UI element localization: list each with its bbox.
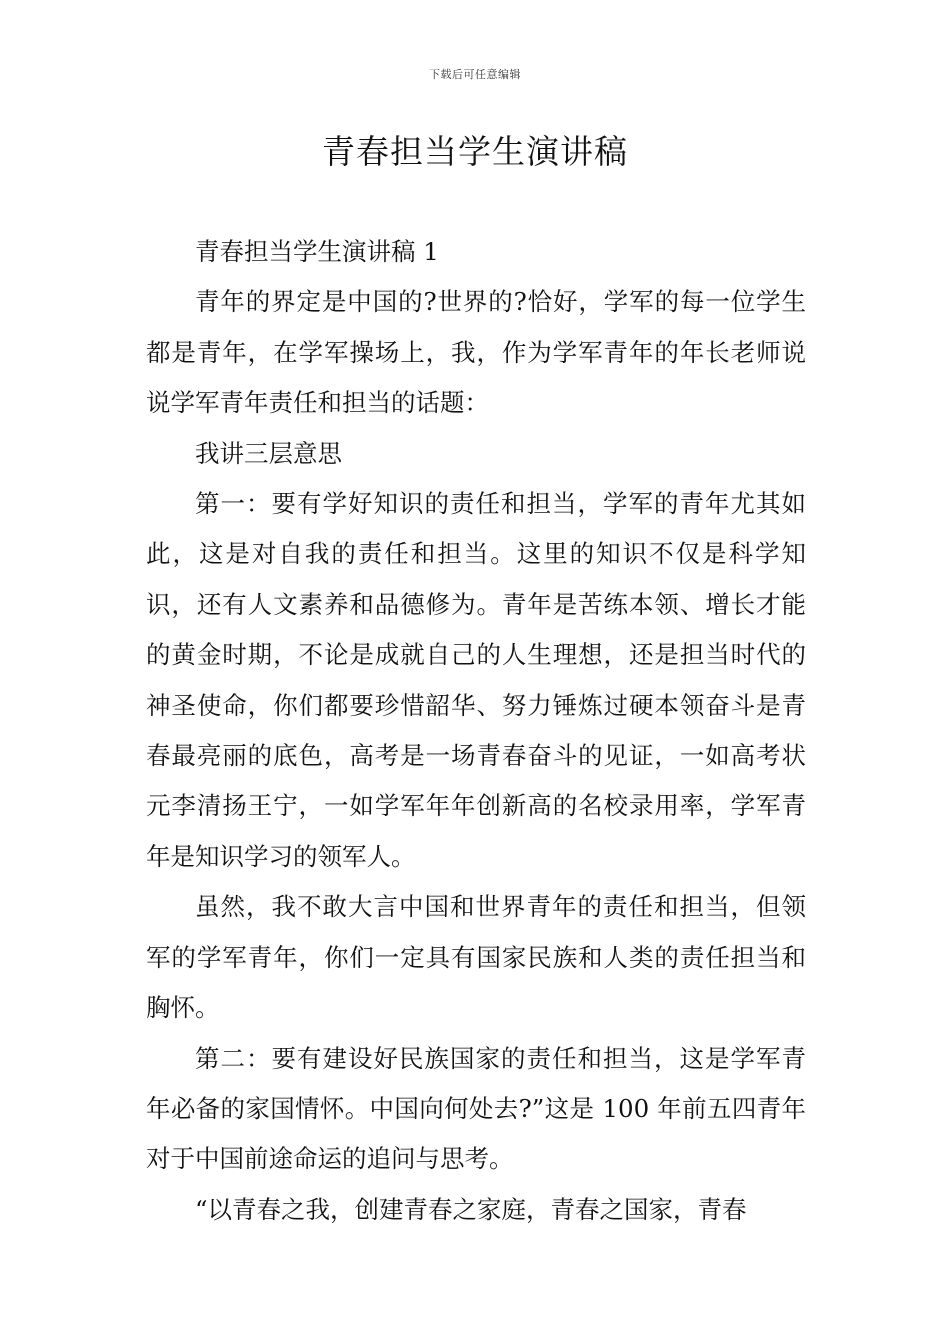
paragraph: “以青春之我，创建青春之家庭，青春之国家，青春 [195,1194,747,1224]
paragraph: 虽然，我不敢大言中国和世界青年的责任和担当，但领军的学军青年，你们一定具有国家民族和人类的责任担当和胸怀。 [146,892,806,1023]
paragraph: 青年的界定是中国的?世界的?恰好，学军的每一位学生都是青年，在学军操场上，我，作为学军青年的年长老师说说学军青年责任和担当的话题： [146,287,806,418]
header-note: 下载后可任意编辑 [429,68,521,81]
paragraph-subtitle: 青春担当学生演讲稿 1 [195,237,439,266]
paragraph: 第一：要有学好知识的责任和担当，学军的青年尤其如此，这是对自我的责任和担当。这里的知识不仅是科学知识，还有人文素养和品德修为。青年是苦练本领、增长才能的黄金时期，不论是成就自己的人生理想，还是担当时代的神圣使命，你们都要珍惜韶华、努力锤炼过硬本领奋斗是青春最亮丽的底色，高考是一场青春奋斗的见证，一如高考状元李清扬王宁，一如学军年年创新高的名校录用率，学军青年是知识学习的领军人。 [146,489,806,871]
document-body [146,227,806,1235]
document-title: 青春担当学生演讲稿 [322,132,628,171]
paragraph: 第二：要有建设好民族国家的责任和担当，这是学军青年必备的家国情怀。中国向何处去?”这是 100 年前五四青年对于中国前途命运的追问与思考。 [146,1043,806,1174]
paragraph: 我讲三层意思 [195,438,342,468]
